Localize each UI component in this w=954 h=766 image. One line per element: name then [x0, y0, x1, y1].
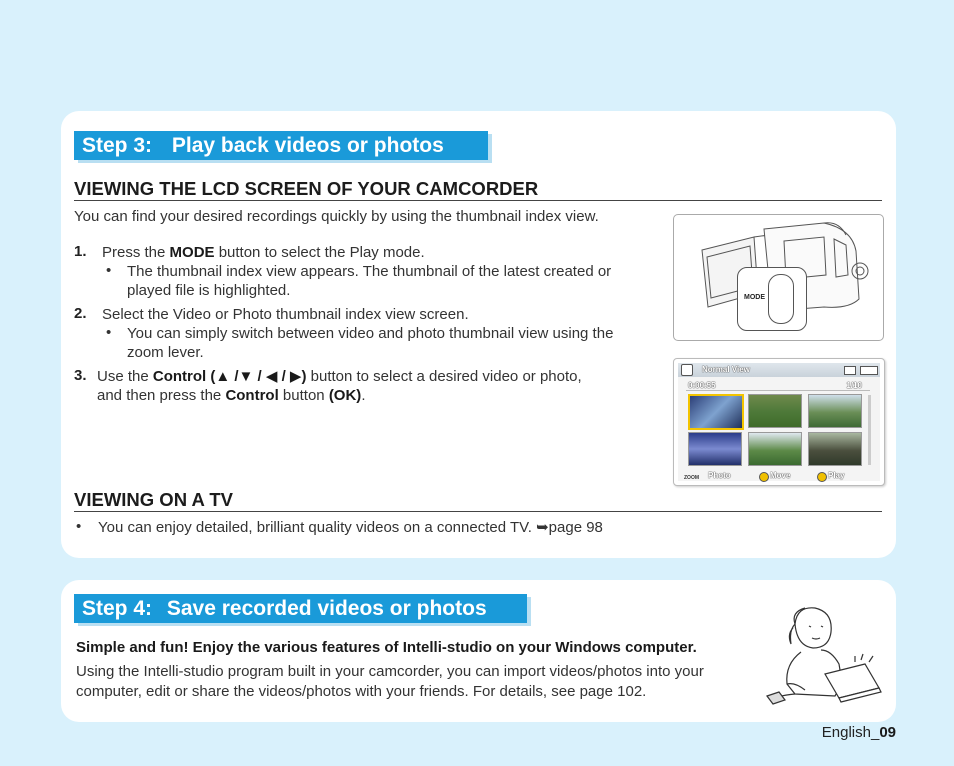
mode-button: [768, 274, 794, 324]
thumbnail: [748, 394, 802, 428]
lcd-move-label: Move: [770, 471, 791, 480]
lcd-play-label: Play: [828, 471, 845, 480]
play-control-icon: [817, 472, 827, 482]
thumbnail-selected: [688, 394, 744, 430]
lcd-divider: [686, 390, 870, 391]
step-1-sub-line2: played file is highlighted.: [127, 282, 291, 299]
step3-banner-prefix: Step 3:: [82, 134, 153, 157]
tv-text: You can enjoy detailed, brilliant quality videos on a connected TV. ➥page 98: [98, 519, 603, 536]
step-number-3: 3.: [74, 367, 87, 384]
battery-icon: [860, 366, 878, 375]
step-2-text: Select the Video or Photo thumbnail index view screen.: [102, 306, 469, 323]
lcd-scrollbar: [868, 395, 871, 465]
step-3-line2: and then press the Control button (OK).: [97, 387, 366, 404]
step4-body-line1: Using the Intelli-studio program built in your camcorder, you can import videos/photos into your: [76, 663, 704, 680]
tv-section-title: VIEWING ON A TV: [74, 490, 882, 512]
thumbnail: [748, 432, 802, 466]
lcd-thumbnail-screen: [673, 358, 885, 486]
step-2-sub-line1: You can simply switch between video and photo thumbnail view using the: [127, 325, 614, 342]
step-3-line1: Use the Control (▲ /▼ / ◀ / ▶) button to select a desired video or photo,: [97, 368, 582, 385]
lcd-header: [678, 363, 880, 377]
page-footer: [822, 724, 896, 741]
lcd-inner: [678, 363, 880, 481]
tv-page-ref: page 98: [548, 519, 603, 536]
lcd-time: 0:00:55: [688, 381, 716, 390]
thumbnail: [808, 394, 862, 428]
step4-banner-title: Save recorded videos or photos: [166, 597, 487, 620]
memory-icon: [844, 366, 856, 375]
step-1-sub-line1: The thumbnail index view appears. The thumbnail of the latest created or: [127, 263, 612, 280]
step4-banner-prefix: Step 4:: [82, 597, 153, 620]
step4-headline: Simple and fun! Enjoy the various features of Intelli-studio on your Windows computer.: [76, 639, 697, 656]
camcorder-illustration: [673, 214, 884, 341]
bullet: •: [106, 324, 112, 341]
step-1-text: Press the MODE button to select the Play mode.: [102, 244, 425, 261]
lcd-counter: 1/10: [846, 381, 862, 390]
thumbnail: [688, 432, 742, 466]
lcd-title: Normal View: [702, 365, 750, 374]
intro-text: You can find your desired recordings quickly by using the thumbnail index view.: [74, 208, 599, 225]
lcd-photo-label: Photo: [708, 471, 731, 480]
step4-banner: [74, 594, 527, 623]
bullet: •: [106, 262, 112, 279]
mode-label: MODE: [744, 294, 765, 301]
thumbnail: [808, 432, 862, 466]
move-control-icon: [759, 472, 769, 482]
lcd-section-title: VIEWING THE LCD SCREEN OF YOUR CAMCORDER: [74, 179, 882, 201]
bullet: •: [76, 518, 82, 535]
step4-body-line2: computer, edit or share the videos/photos with your friends. For details, see page 102.: [76, 683, 647, 700]
footer-page-number: 09: [879, 724, 896, 741]
step3-banner-title: Play back videos or photos: [171, 134, 444, 157]
play-mode-icon: [681, 364, 693, 376]
person-with-laptop-illustration: [765, 604, 890, 714]
step-2-sub-line2: zoom lever.: [127, 344, 204, 361]
step-number-2: 2.: [74, 305, 87, 322]
step-number-1: 1.: [74, 243, 87, 260]
zoom-label: ZOOM: [684, 475, 699, 481]
footer-language: English_: [821, 724, 880, 741]
step3-banner: [74, 131, 488, 160]
page-reference-arrow-icon: ➥: [536, 519, 549, 536]
